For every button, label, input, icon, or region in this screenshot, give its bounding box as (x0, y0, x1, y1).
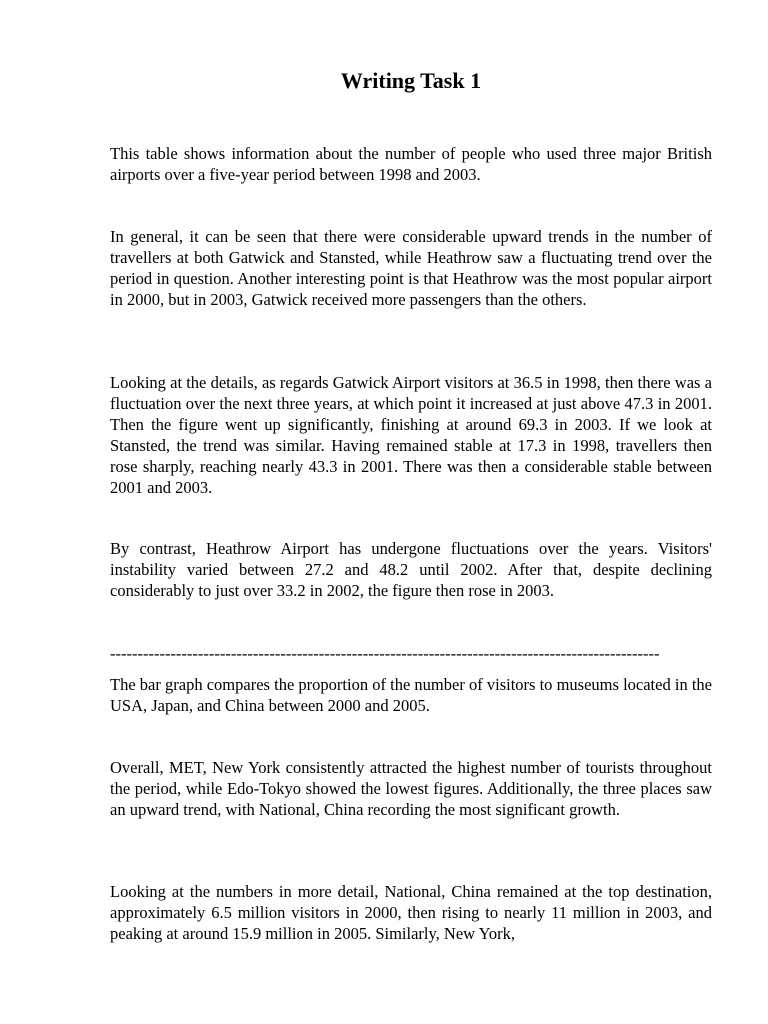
paragraph-overview-museums: Overall, MET, New York consistently attracted the highest number of tourists throughout the period, while Edo-Tokyo showed the lowest figures. Additionally, the three places saw an upward trend, with National, China recording the most significant growth. (110, 758, 712, 819)
document-title: Writing Task 1 (340, 68, 482, 93)
paragraph-heathrow: By contrast, Heathrow Airport has undergone fluctuations over the years. Visitors' instability varied between 27.2 and 48.2 until 2002. After that, despite declining considerably to just over 33.2 in 2002, the figure then rose in 2003. (110, 539, 712, 600)
section-divider: ---------------------------------------------------------------------------------------------------- (110, 644, 660, 663)
paragraph-details-museums: Looking at the numbers in more detail, National, China remained at the top destination, approximately 6.5 million visitors in 2000, then rising to nearly 11 million in 2003, and peaking at around 15.9 million in 2005. Similarly, New York, (110, 882, 712, 943)
paragraph-intro-airports: This table shows information about the number of people who used three major British airports over a five-year period between 1998 and 2003. (110, 144, 712, 184)
paragraph-overview-airports: In general, it can be seen that there were considerable upward trends in the number of travellers at both Gatwick and Stansted, while Heathrow saw a fluctuating trend over the period in question. Another interesting point is that Heathrow was the most popular airport in 2000, but in 2003, Gatwick received more passengers than the others. (110, 227, 712, 309)
paragraph-intro-museums: The bar graph compares the proportion of the number of visitors to museums located in the USA, Japan, and China between 2000 and 2005. (110, 675, 712, 715)
paragraph-details-airports: Looking at the details, as regards Gatwick Airport visitors at 36.5 in 1998, then there was a fluctuation over the next three years, at which point it increased at just above 47.3 in 2001. Then the figure went up significantly, finishing at around 69.3 in 2003. If we look at Stansted, the trend was similar. Having remained stable at 17.3 in 1998, travellers then rose sharply, reaching nearly 43.3 in 2001. There was then a considerable stable between 2001 and 2003. (110, 373, 712, 497)
